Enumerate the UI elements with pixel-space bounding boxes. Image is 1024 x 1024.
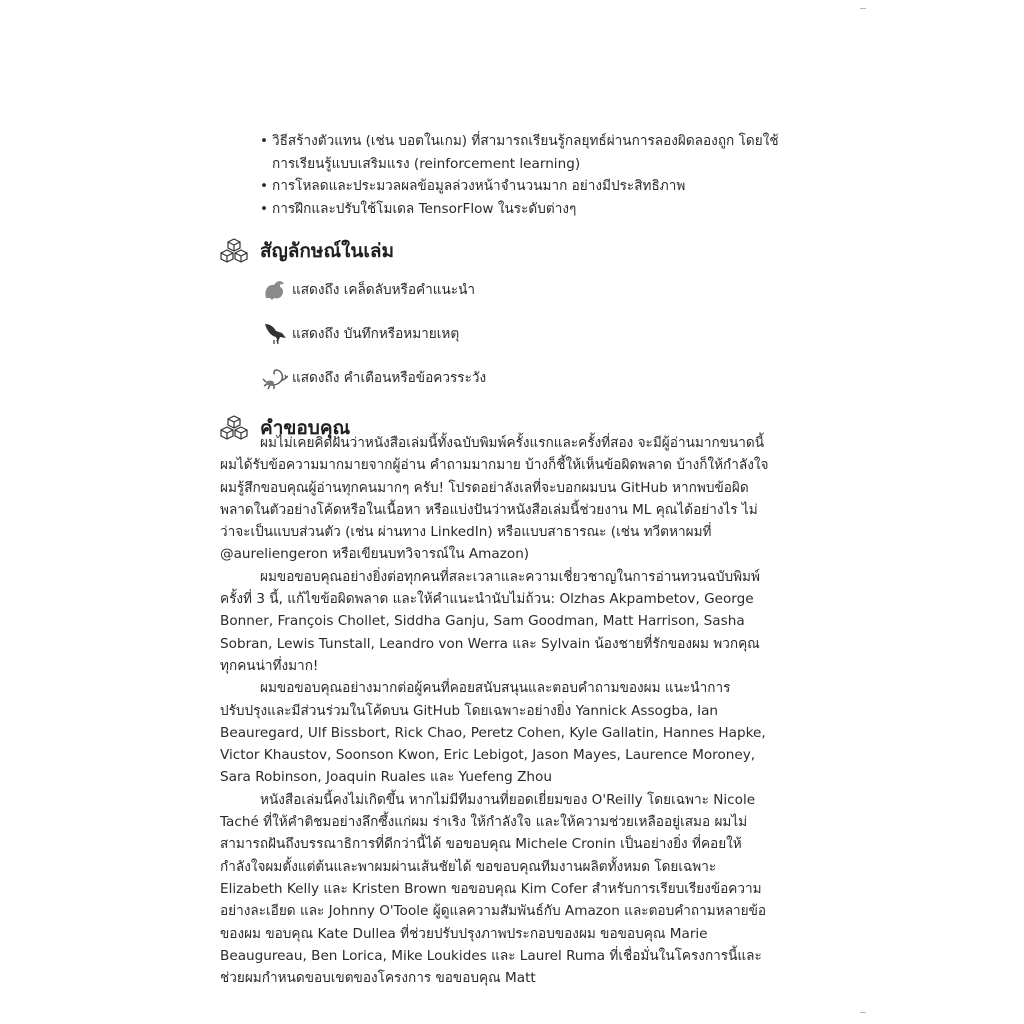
convention-text: แสดงถึง บันทึกหรือหมายเหตุ xyxy=(292,326,460,342)
section-title: สัญลักษณ์ในเล่ม xyxy=(260,240,395,262)
paragraph: ผมขอขอบคุณอย่างยิ่งต่อทุกคนที่สละเวลาและความเชี่ยวชาญในการอ่านทวนฉบับพิมพ์ครั้งที่ 3 นี้, แก้ไขข้อผิดพลาด และให้คำแนะนำนับไม่ถ้วน: Olzhas Akpambetov, George Bonner, François Chollet, Siddha Ganju, Sam Goodman, Matt Harrison, Sasha Sobran, Lewis Tunstall, Leandro von Werra และ Sylvain น้องชายที่รักของผม พวกคุณทุกคนน่าทึ่งมาก! xyxy=(220,568,760,674)
paragraph: ผมขอขอบคุณอย่างมากต่อผู้คนที่คอยสนับสนุนและตอบคำถามของผม แนะนำการปรับปรุงและมีส่วนร่วมในโค้ดบน GitHub โดยเฉพาะอย่างยิ่ง Yannick Assogba, Ian Beauregard, Ulf Bissbort, Rick Chao, Peretz Cohen, Kyle Gallatin, Hannes Hapke, Victor Khaustov, Soonson Kwon, Eric Lebigot, Jason Mayes, Laurence Moroney, Sara Robinson, Joaquin Ruales และ Yuefeng Zhou xyxy=(220,680,766,786)
squirrel-icon xyxy=(262,276,288,302)
convention-text: แสดงถึง คำเตือนหรือข้อควรระวัง xyxy=(292,370,487,386)
crop-mark xyxy=(860,8,866,9)
paragraph: ผมไม่เคยคิดฝันว่าหนังสือเล่มนี้ทั้งฉบับพิมพ์ครั้งแรกและครั้งที่สอง จะมีผู้อ่านมากขนาดนี้ ผมได้รับข้อความมากมายจากผู้อ่าน คำถามมากมาย บ้างก็ชี้ให้เห็นข้อผิดพลาด บ้างก็ให้กำลังใจ ผมรู้สึกขอบคุณผู้อ่านทุกคนมากๆ ครับ! โปรดอย่าลังเลที่จะบอกผมบน GitHub หากพบข้อผิดพลาดในตัวอย่างโค้ดหรือในเนื้อหา หรือแบ่งปันว่าหนังสือเล่มนี้ช่วยงาน ML คุณได้อย่างไร ไม่ว่าจะเป็นแบบส่วนตัว (เช่น ผ่านทาง LinkedIn) หรือแบบสาธารณะ (เช่น ทวีตหาผมที่ @aureliengeron หรือเขียนบทวิจารณ์ใน Amazon) xyxy=(220,435,769,563)
section-title: คำขอบคุณ xyxy=(260,417,351,439)
bullet-item: • การฝึกและปรับใช้โมเดล TensorFlow ในระดับต่างๆ xyxy=(260,198,780,221)
convention-tip xyxy=(262,276,475,302)
scorpion-icon xyxy=(262,364,288,390)
convention-note xyxy=(262,320,459,346)
bullet-list xyxy=(260,130,780,220)
convention-text: แสดงถึง เคล็ดลับหรือคำแนะนำ xyxy=(292,282,476,298)
acknowledgments-body xyxy=(220,432,772,989)
bullet-item: • วิธีสร้างตัวแทน (เช่น บอตในเกม) ที่สามารถเรียนรู้กลยุทธ์ผ่านการลองผิดลองถูก โดยใช้การเรียนรู้แบบเสริมแรง (reinforcement learning) xyxy=(260,130,780,175)
cubes-icon xyxy=(220,237,248,265)
crop-mark xyxy=(860,1012,866,1013)
crow-icon xyxy=(262,320,288,346)
conventions-heading xyxy=(220,236,394,266)
paragraph: หนังสือเล่มนี้คงไม่เกิดขึ้น หากไม่มีทีมงานที่ยอดเยี่ยมของ O'Reilly โดยเฉพาะ Nicole Taché ที่ให้คำติชมอย่างลึกซึ้งแก่ผม ร่าเริง ให้กำลังใจ และให้ความช่วยเหลืออยู่เสมอ ผมไม่สามารถฝันถึงบรรณาธิการที่ดีกว่านี้ได้ ขอขอบคุณ Michele Cronin เป็นอย่างยิ่ง ที่คอยให้กำลังใจผมตั้งแต่ต้นและพาผมผ่านเส้นชัยได้ ขอขอบคุณทีมงานผลิตทั้งหมด โดยเฉพาะ Elizabeth Kelly และ Kristen Brown ขอขอบคุณ Kim Cofer สำหรับการเรียบเรียงข้อความอย่างละเอียด และ Johnny O'Toole ผู้ดูแลความสัมพันธ์กับ Amazon และตอบคำถามหลายข้อของผม ขอบคุณ Kate Dullea ที่ช่วยปรับปรุงภาพประกอบของผม ขอขอบคุณ Marie Beaugureau, Ben Lorica, Mike Loukides และ Laurel Ruma ที่เชื่อมั่นในโครงการนี้และช่วยผมกำหนดขอบเขตของโครงการ ขอขอบคุณ Matt xyxy=(220,791,767,987)
convention-warning xyxy=(262,364,486,390)
bullet-item: • การโหลดและประมวลผลข้อมูลล่วงหน้าจำนวนมาก อย่างมีประสิทธิภาพ xyxy=(260,175,780,198)
